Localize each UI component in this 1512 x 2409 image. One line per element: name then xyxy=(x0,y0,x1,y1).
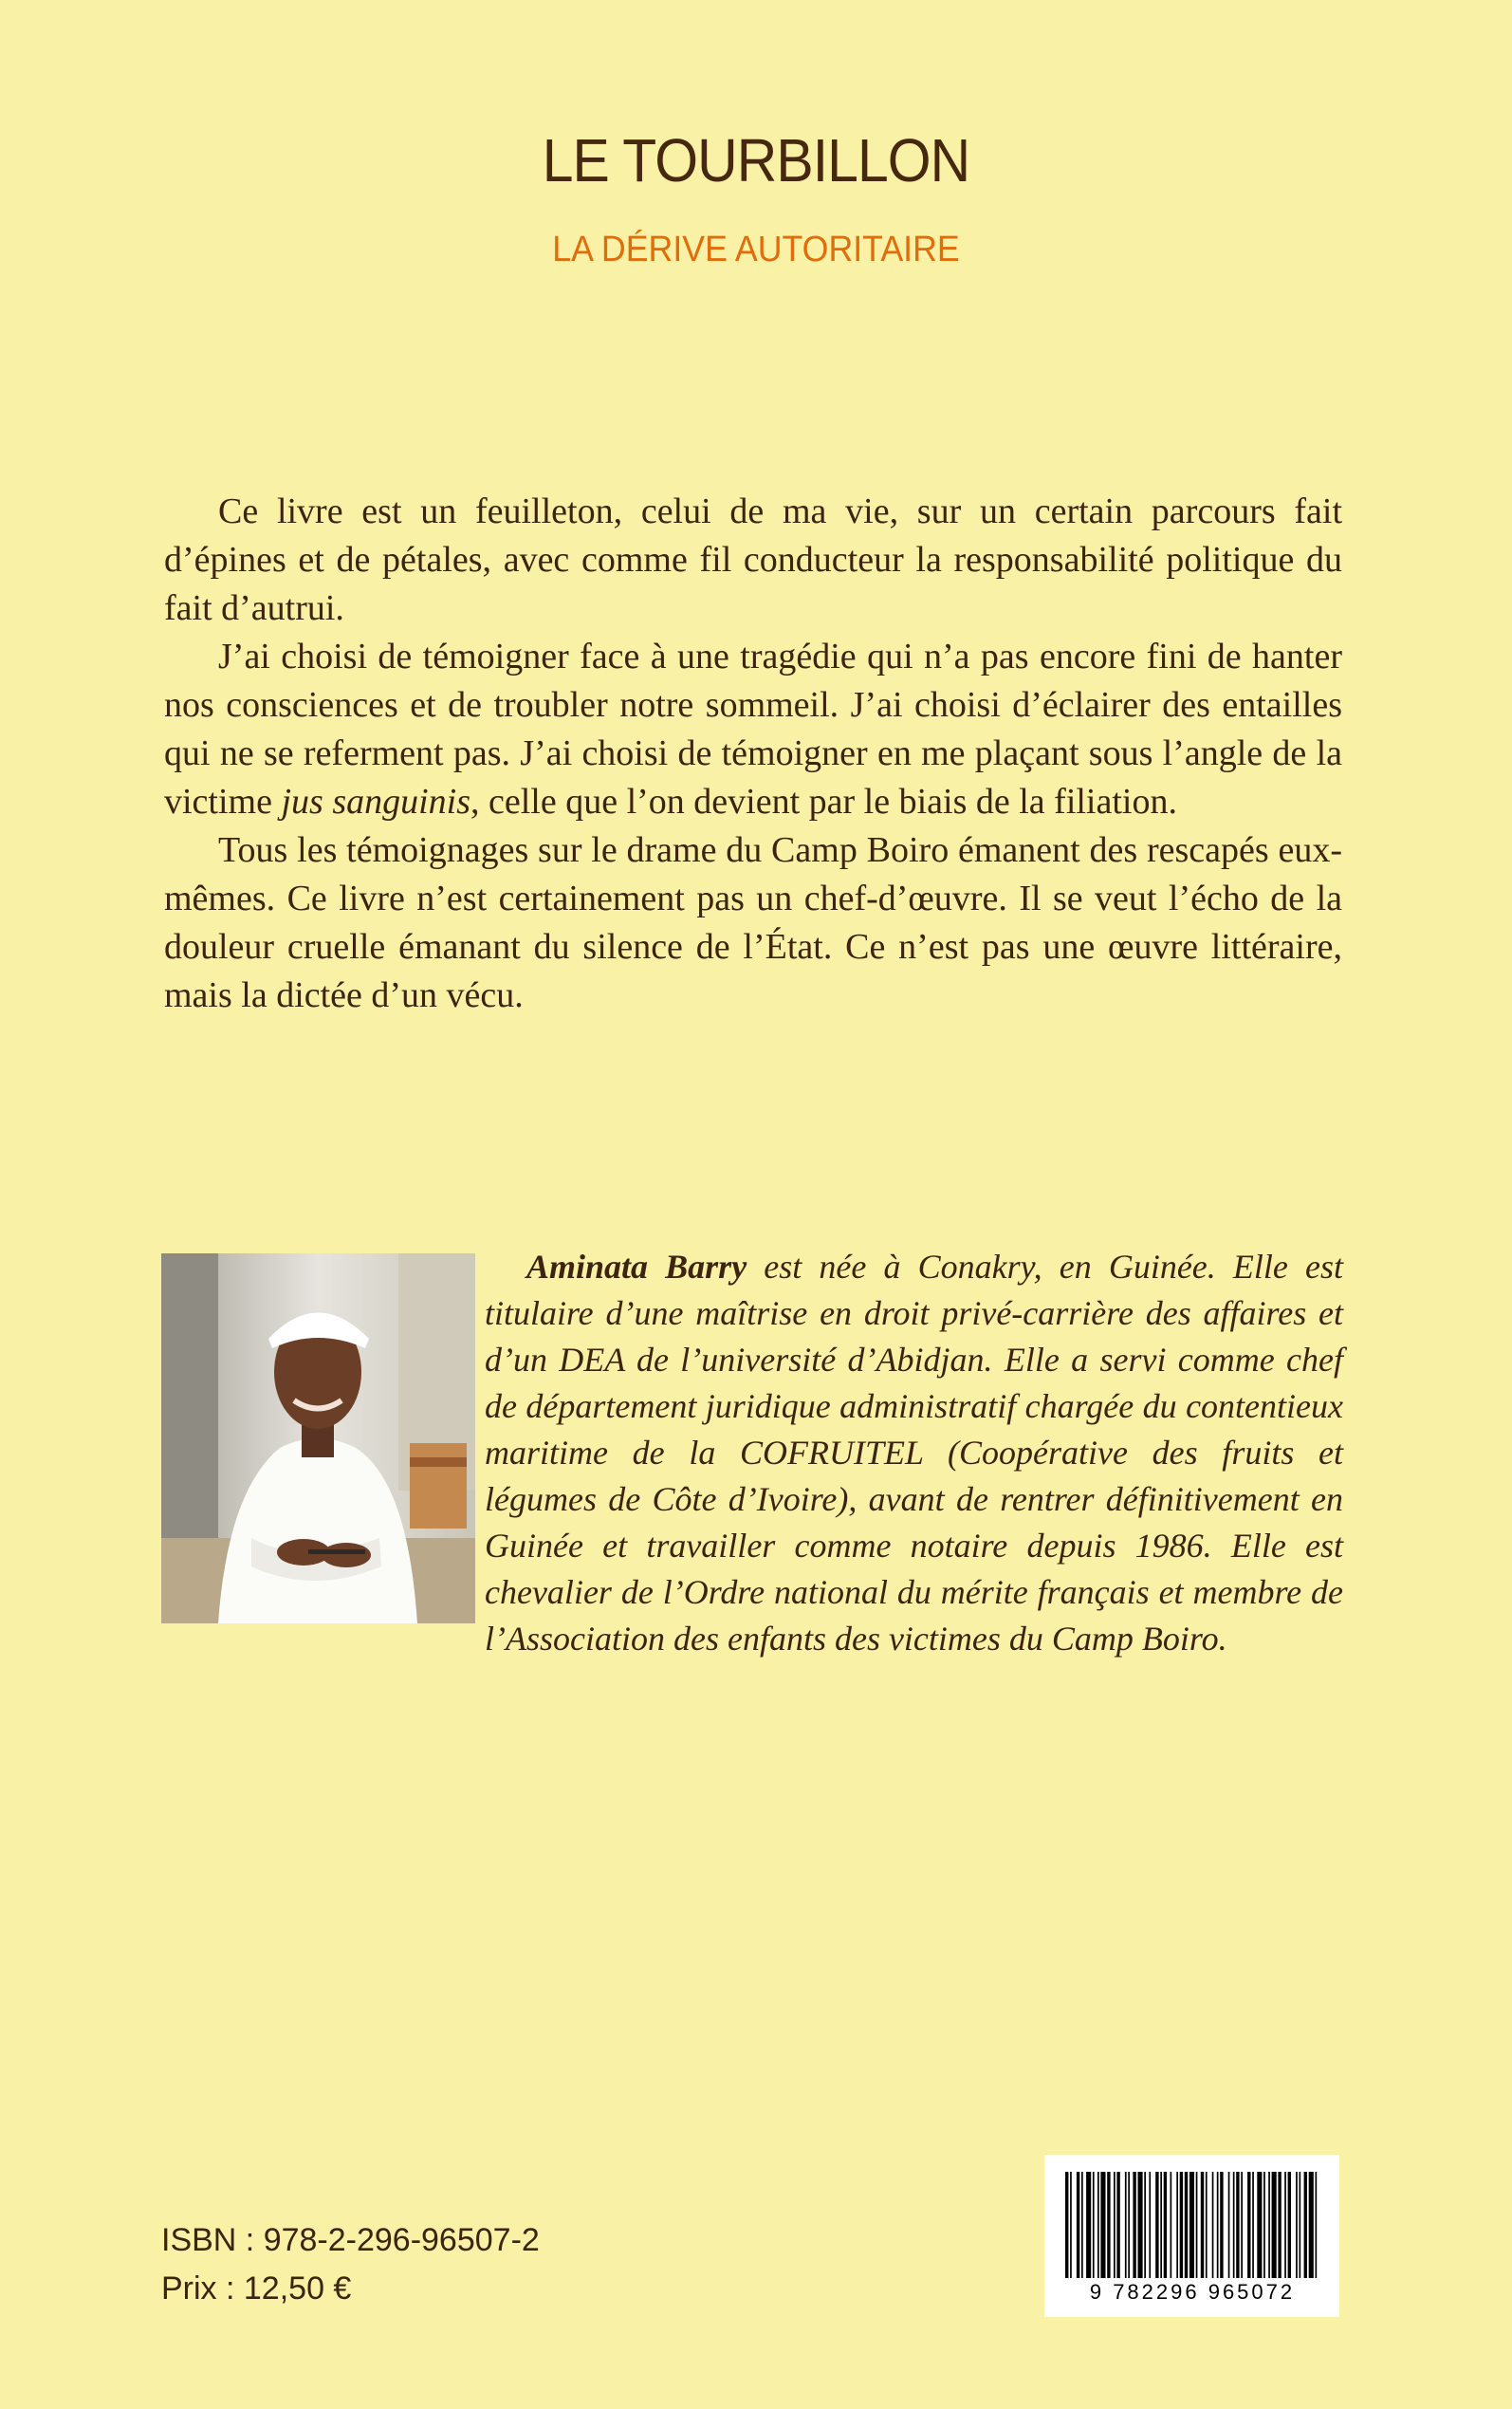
barcode-bar xyxy=(1149,2172,1151,2278)
barcode-bar xyxy=(1220,2172,1223,2278)
barcode-bar xyxy=(1268,2172,1270,2278)
barcode-bar xyxy=(1081,2172,1083,2278)
barcode-bar xyxy=(1171,2172,1172,2278)
book-title: LE TOURBILLON xyxy=(542,126,970,195)
barcode-bar xyxy=(1212,2172,1214,2278)
barcode-bar xyxy=(1309,2172,1314,2278)
barcode-bar xyxy=(1107,2172,1110,2278)
barcode-bar xyxy=(1086,2172,1091,2278)
barcode-bar xyxy=(1257,2172,1262,2278)
author-name: Aminata Barry xyxy=(526,1248,747,1286)
barcode-icon xyxy=(1065,2172,1319,2278)
barcode-bar xyxy=(1065,2172,1068,2278)
barcode-bar xyxy=(1228,2172,1230,2278)
barcode-number: 9 782296 965072 xyxy=(1089,2280,1296,2304)
book-meta xyxy=(161,2216,540,2313)
barcode-bar xyxy=(1164,2172,1167,2278)
barcode-bar xyxy=(1114,2172,1116,2278)
barcode-bar xyxy=(1288,2172,1291,2278)
barcode-bar xyxy=(1252,2172,1254,2278)
barcode-bar xyxy=(1160,2172,1162,2278)
barcode-bar xyxy=(1272,2172,1277,2278)
barcode-bar xyxy=(1138,2172,1143,2278)
barcode-bar xyxy=(1263,2172,1265,2278)
barcode-bar xyxy=(1144,2172,1146,2278)
barcode-bar xyxy=(1077,2172,1079,2278)
barcode-bar xyxy=(1070,2172,1072,2278)
barcode-bar xyxy=(1196,2172,1198,2278)
barcode-bar xyxy=(1180,2172,1183,2278)
blurb-text: , celle que l’on devient par le biais de la filiation. xyxy=(470,782,1177,822)
barcode-bar xyxy=(1128,2172,1130,2278)
isbn: ISBN : 978-2-296-96507-2 xyxy=(161,2222,540,2258)
barcode-bar xyxy=(1236,2172,1239,2278)
barcode-bar xyxy=(1185,2172,1188,2278)
latin-term: jus sanguinis xyxy=(281,782,471,822)
author-bio xyxy=(161,1244,1343,1662)
barcode-bar xyxy=(1201,2172,1204,2278)
barcode-bar xyxy=(1241,2172,1243,2278)
book-subtitle: LA DÉRIVE AUTORITAIRE xyxy=(552,230,960,269)
barcode-bar xyxy=(1097,2172,1099,2278)
barcode-bar xyxy=(1233,2172,1235,2278)
barcode xyxy=(1044,2155,1339,2317)
barcode-bar xyxy=(1125,2172,1127,2278)
barcode-bar xyxy=(1189,2172,1194,2278)
barcode-bar xyxy=(1217,2172,1219,2278)
barcode-bar xyxy=(1155,2172,1158,2278)
barcode-bar xyxy=(1100,2172,1105,2278)
barcode-bar xyxy=(1304,2172,1307,2278)
blurb xyxy=(164,488,1342,1020)
barcode-bar xyxy=(1093,2172,1095,2278)
blurb-paragraph xyxy=(164,633,1342,826)
barcode-bar xyxy=(1176,2172,1178,2278)
barcode-bar xyxy=(1278,2172,1281,2278)
blurb-paragraph: Ce livre est un feuilleton, celui de ma vie, sur un certain parcours fait d’épines et de pétales, avec comme fil conducteur la responsabilité politique du fait d’autrui. xyxy=(164,491,1342,628)
blurb-paragraph: Tous les témoignages sur le drame du Camp Boiro émanent des rescapés eux-mêmes. Ce livre n’est certainement pas un chef-d’œuvre. Il se veut l’écho de la douleur cruelle émanant du silence de l’État. Ce n’est pas une œuvre littéraire, mais la dictée d’un vécu. xyxy=(164,830,1342,1015)
barcode-bar xyxy=(1296,2172,1298,2278)
blurb-text: J’ai choisi de témoigner face à une tragédie qui n’a pas encore fini de hanter nos consciences et de troubler notre sommeil. J’ai choisi d’éclairer des entailles qui ne se referment pas. J’ai choisi de témoigner en me plaçant sous l’angle de la victime xyxy=(164,637,1342,822)
barcode-bar xyxy=(1206,2172,1208,2278)
price: Prix : 12,50 € xyxy=(161,2270,352,2307)
barcode-bar xyxy=(1247,2172,1250,2278)
barcode-bar xyxy=(1316,2172,1318,2278)
photo-spacer xyxy=(161,1244,485,1620)
barcode-bar xyxy=(1300,2172,1301,2278)
bio-text: est née à Conakry, en Guinée. Elle est titulaire d’une maîtrise en droit privé-carrière des affaires et d’un DEA de l’université d’Abidjan. Elle a servi comme chef de département juridique administratif chargée du contentieux maritime de la COFRUITEL (Coopérative des fruits et légumes de Côte d’Ivoire), avant de rentrer définitivement en Guinée et travailler comme notaire depuis 1986. Elle est chevalier de l’Ordre national du mérite français et membre de l’Association des enfants des victimes du Camp Boiro. xyxy=(485,1248,1343,1658)
barcode-bar xyxy=(1116,2172,1119,2278)
barcode-bar xyxy=(1284,2172,1286,2278)
barcode-bar xyxy=(1133,2172,1135,2278)
